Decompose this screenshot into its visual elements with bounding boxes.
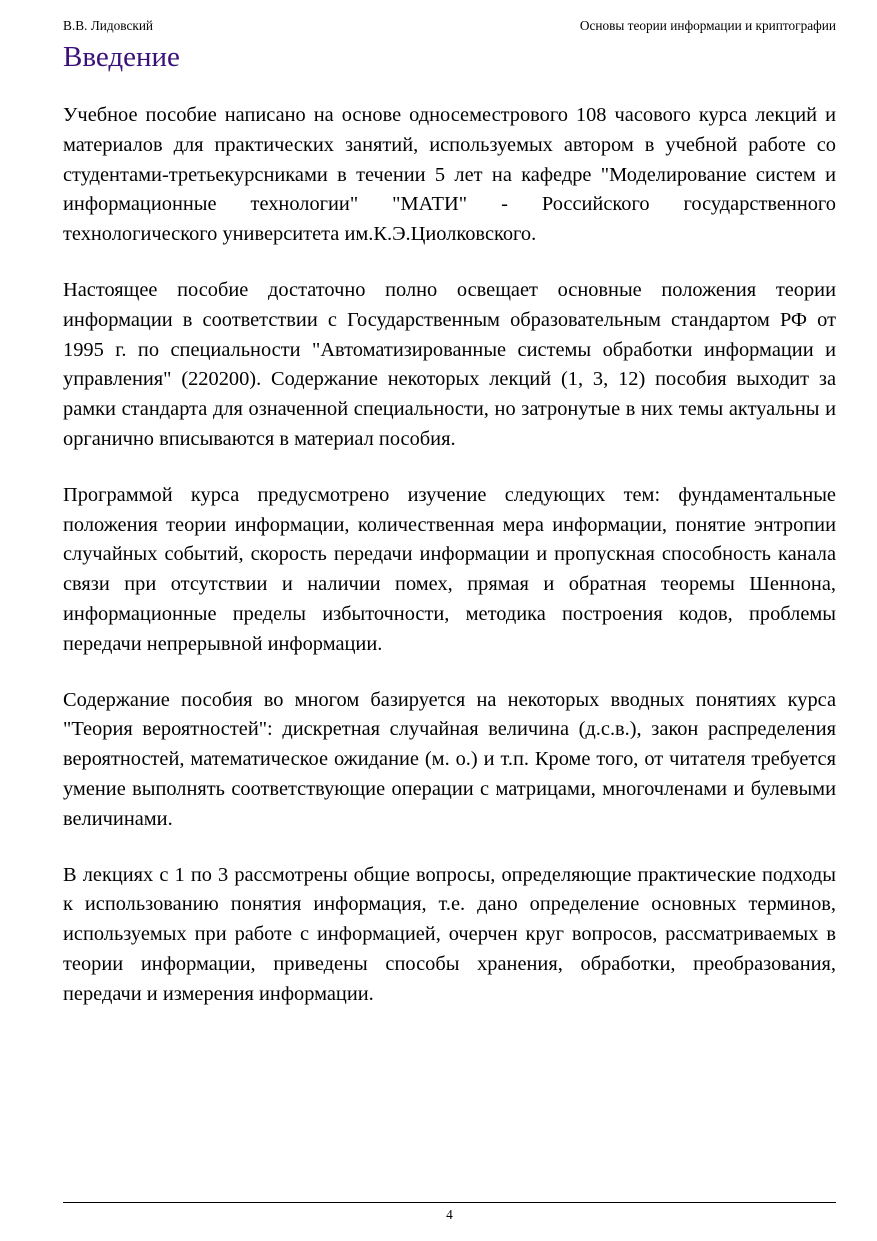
section-title: Введение	[63, 41, 180, 73]
page-number: 4	[446, 1207, 453, 1222]
paragraph-5: В лекциях с 1 по 3 рассмотрены общие вопросы, определяющие практические подходы к использованию понятия информация, т.е. дано определение основных терминов, используемых при работе с информацией, очерчен круг вопросов, рассматриваемых в теории информации, приведены способы хранения, обработки, преобразования, передачи и измерения информации.	[63, 863, 836, 1005]
paragraph-3: Программой курса предусмотрено изучение следующих тем: фундаментальные положения теории информации, количественная мера информации, понятие энтропии случайных событий, скорость передачи информации и пропускная способность канала связи при отсутствии и наличии помех, прямая и обратная теоремы Шеннона, информационные пределы избыточности, методика построения кодов, проблемы передачи непрерывной информации.	[63, 483, 836, 655]
running-header	[63, 17, 836, 35]
header-book-title: Основы теории информации и криптографии	[579, 18, 836, 33]
header-author: В.В. Лидовский	[63, 18, 154, 33]
body-text	[63, 101, 836, 1036]
document-page	[63, 0, 836, 1241]
footer-divider	[63, 1202, 836, 1203]
paragraph-2: Настоящее пособие достаточно полно освещает основные положения теории информации в соответствии с Государственным образовательным стандартом РФ от 1995 г. по специальности "Автоматизированные системы обработки информации и управления" (220200). Содержание некоторых лекций (1, 3, 12) пособия выходит за рамки стандарта для означенной специальности, но затронутые в них темы актуальны и органично вписываются в материал пособия.	[63, 278, 836, 450]
paragraph-4: Содержание пособия во многом базируется на некоторых вводных понятиях курса "Теория вероятностей": дискретная случайная величина (д.с.в.), закон распределения вероятностей, математическое ожидание (м. о.) и т.п. Кроме того, от читателя требуется умение выполнять соответствующие операции с матрицами, многочленами и булевыми величинами.	[63, 688, 836, 830]
paragraph-1: Учебное пособие написано на основе односеместрового 108 часового курса лекций и материалов для практических занятий, используемых автором в учебной работе со студентами-третьекурсниками в течении 5 лет на кафедре "Моделирование систем и информационные технологии" "МАТИ" - Российского государственного технологического университета им.К.Э.Циолковского.	[63, 104, 836, 246]
